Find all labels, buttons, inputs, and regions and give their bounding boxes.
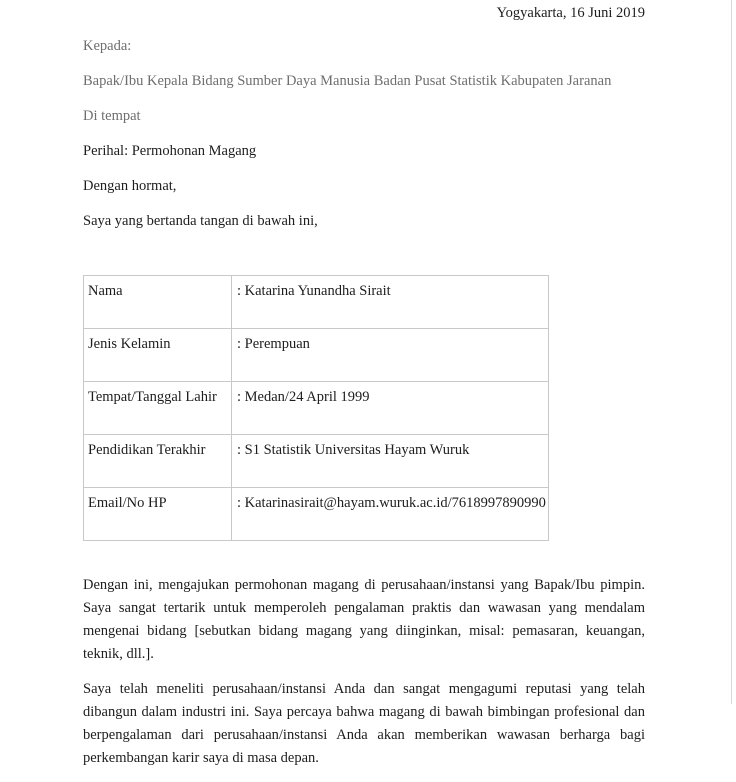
table-row	[84, 488, 549, 541]
body-paragraph: Saya telah meneliti perusahaan/instansi Anda dan sangat mengagumi reputasi yang telah dibangun dalam industri ini. Saya percaya bahwa magang di bawah bimbingan profesional dan berpengalaman dari perusahaan/instansi Anda akan memberikan wawasan berharga bagi perkembangan karir saya di masa depan.	[83, 681, 645, 766]
table-row	[84, 382, 549, 435]
info-label: Email/No HP	[84, 488, 232, 541]
page-right-edge-rule	[731, 0, 732, 704]
table-row	[84, 276, 549, 329]
intro-line: Saya yang bertanda tangan di bawah ini,	[83, 213, 318, 229]
greeting-line: Dengan hormat,	[83, 178, 177, 194]
date-line: Yogyakarta, 16 Juni 2019	[496, 5, 645, 21]
recipient-place: Di tempat	[83, 108, 141, 124]
info-value: : Medan/24 April 1999	[232, 382, 549, 435]
document-content	[83, 0, 645, 782]
info-label: Tempat/Tanggal Lahir	[84, 382, 232, 435]
recipient-salutation: Kepada:	[83, 38, 132, 54]
subject-line: Perihal: Permohonan Magang	[83, 143, 257, 159]
body-block	[83, 574, 645, 770]
subject-block	[83, 142, 645, 230]
info-value: : S1 Statistik Universitas Hayam Wuruk	[232, 435, 549, 488]
info-value: : Katarina Yunandha Sirait	[232, 276, 549, 329]
info-label: Pendidikan Terakhir	[84, 435, 232, 488]
table-row	[84, 329, 549, 382]
info-label: Jenis Kelamin	[84, 329, 232, 382]
personal-info-table	[83, 275, 549, 541]
recipient-block	[83, 37, 645, 125]
info-value: : Katarinasirait@hayam.wuruk.ac.id/7618997890990	[232, 488, 549, 541]
info-value: : Perempuan	[232, 329, 549, 382]
body-paragraph: Dengan ini, mengajukan permohonan magang di perusahaan/instansi yang Bapak/Ibu pimpin. Saya sangat tertarik untuk memperoleh pengalaman praktis dan wawasan yang mendalam mengenai bidang [sebutkan bidang magang yang diinginkan, misal: pemasaran, keuangan, teknik, dll.].	[83, 577, 645, 662]
info-label: Nama	[84, 276, 232, 329]
recipient-addressee: Bapak/Ibu Kepala Bidang Sumber Daya Manusia Badan Pusat Statistik Kabupaten Jaranan	[83, 73, 612, 89]
table-row	[84, 435, 549, 488]
